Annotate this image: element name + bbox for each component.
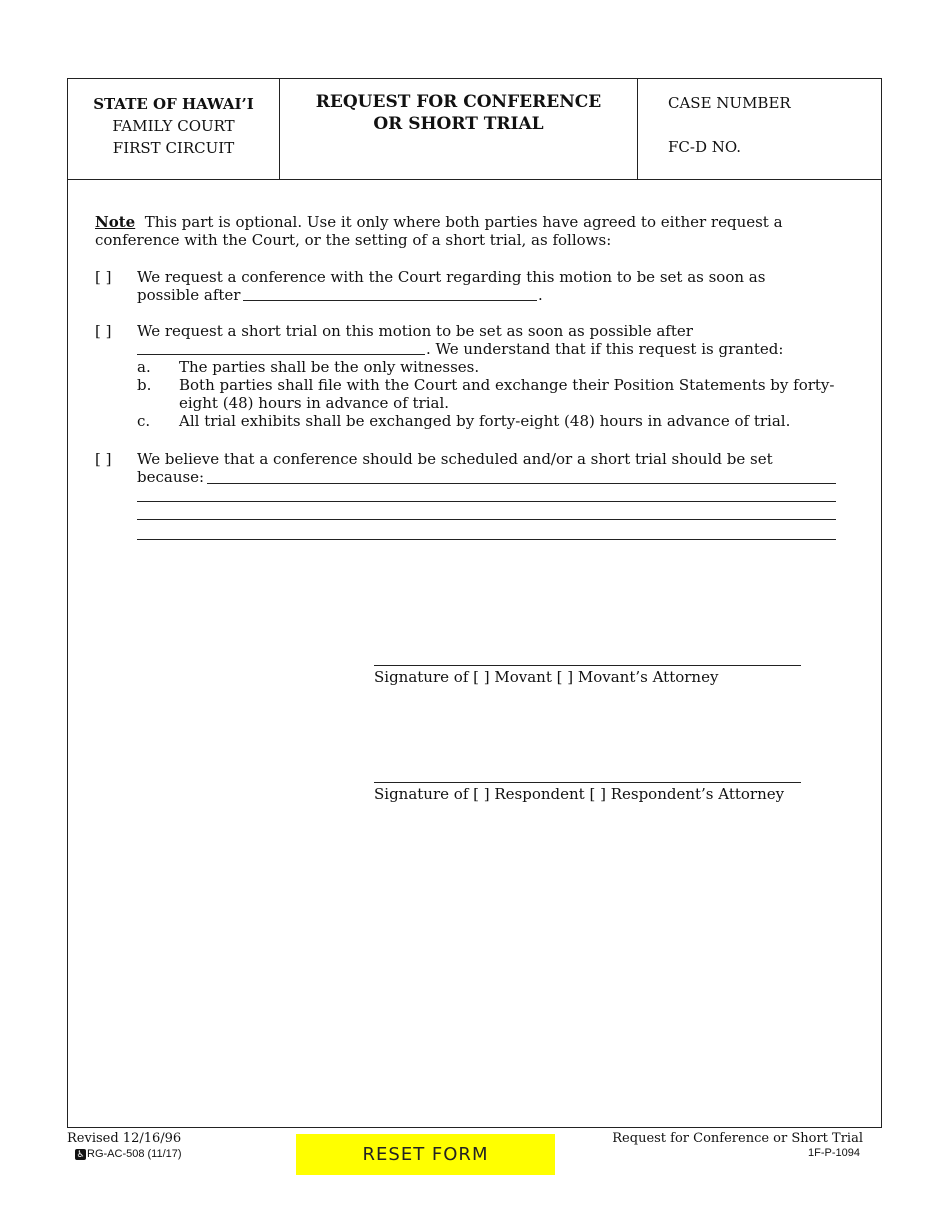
reset-form-button[interactable]: RESET FORM <box>296 1134 555 1175</box>
item-a-text: The parties shall be the only witnesses. <box>179 358 480 376</box>
option2-line2: . We understand that if this request is granted: <box>426 340 784 358</box>
case-number-label: CASE NUMBER <box>668 94 791 112</box>
option3-line2: because: <box>137 468 205 486</box>
note-text1: This part is optional. Use it only where both parties have agreed to either request a <box>144 213 783 231</box>
fcd-number-label: FC-D NO. <box>668 138 742 156</box>
item-c-text: All trial exhibits shall be exchanged by forty-eight (48) hours in advance of trial. <box>179 412 791 430</box>
revised-date: Revised 12/16/96 <box>67 1131 182 1146</box>
option2-line1: We request a short trial on this motion to be set as soon as possible after <box>137 322 693 340</box>
reason-line-1[interactable] <box>207 483 836 484</box>
respondent-signature-label: Signature of [ ] Respondent [ ] Respondent’s Attorney <box>374 785 785 803</box>
wheelchair-icon: ♿ <box>76 1148 85 1159</box>
reason-line-2[interactable] <box>137 501 836 502</box>
note-line1 <box>95 213 783 231</box>
option3-checkbox[interactable]: [ ] <box>95 450 112 468</box>
note-line2: conference with the Court, or the setting of a short trial, as follows: <box>95 231 612 249</box>
item-b-letter: b. <box>137 376 152 394</box>
item-a-letter: a. <box>137 358 151 376</box>
movant-signature-label: Signature of [ ] Movant [ ] Movant’s Attorney <box>374 668 719 686</box>
form-code-text: RG-AC-508 (11/17) <box>87 1148 182 1160</box>
option1-checkbox[interactable]: [ ] <box>95 268 112 286</box>
option2-date-field[interactable] <box>137 354 425 355</box>
movant-signature-field[interactable] <box>374 665 801 666</box>
reason-line-3[interactable] <box>137 519 836 520</box>
title-cell <box>280 79 638 179</box>
option1-period: . <box>538 286 543 304</box>
reason-line-4[interactable] <box>137 539 836 540</box>
option3-line1: We believe that a conference should be scheduled and/or a short trial should be set <box>137 450 773 468</box>
option1-line2: possible after <box>137 286 241 304</box>
form-title-line1: REQUEST FOR CONFERENCE <box>315 92 602 112</box>
option2-checkbox[interactable]: [ ] <box>95 322 112 340</box>
option1-line1: We request a conference with the Court regarding this motion to be set as soon as <box>137 268 766 286</box>
footer-form-title: Request for Conference or Short Trial <box>612 1131 863 1146</box>
state-name: STATE OF HAWAI’I <box>93 95 254 113</box>
respondent-signature-field[interactable] <box>374 782 801 783</box>
option1-date-field[interactable] <box>243 300 537 301</box>
form-title-line2: OR SHORT TRIAL <box>373 114 544 134</box>
note-label: Note <box>95 213 136 231</box>
item-b-text: Both parties shall file with the Court and exchange their Position Statements by forty- <box>179 376 835 394</box>
form-code <box>75 1148 182 1160</box>
form-header <box>68 79 881 180</box>
item-b-text-cont: eight (48) hours in advance of trial. <box>179 394 450 412</box>
court-name: FAMILY COURT <box>112 117 235 135</box>
footer-form-number: 1F-P-1094 <box>808 1147 860 1159</box>
case-number-cell <box>638 79 881 179</box>
item-c-letter: c. <box>137 412 151 430</box>
circuit-name: FIRST CIRCUIT <box>112 139 235 157</box>
court-info-cell <box>68 79 280 179</box>
